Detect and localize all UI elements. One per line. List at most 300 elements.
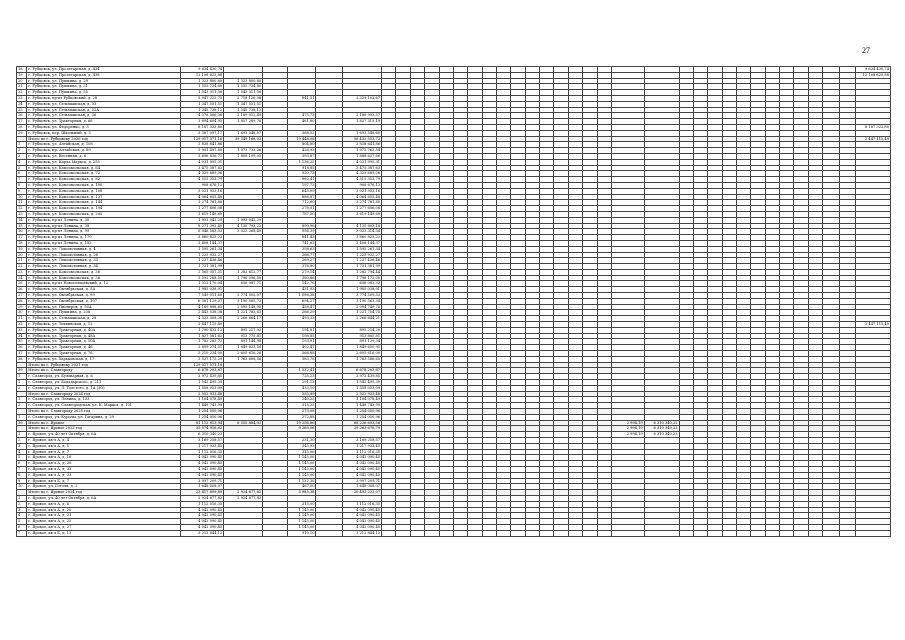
cell-c4: 3 475 387,63 <box>343 165 382 171</box>
cell-total: 4 042 090,45 <box>181 466 224 472</box>
cell-addr: г. Рубцовск, ул. Тракторная, д. 46 <box>27 345 181 351</box>
cell-empty <box>794 530 808 536</box>
cell-c5 <box>611 530 644 536</box>
cell-c1 <box>224 530 263 536</box>
cell-c4: 1 254 050,96 <box>343 409 382 415</box>
cell-c4: 908 676,12 <box>343 182 382 188</box>
cell-addr: г. Рубцовск, ул. Октябрьская, д. 99 <box>27 293 181 299</box>
cell-total: 3 951 497,80 <box>181 148 224 154</box>
cell-addr: г. Яровое, кв-л А, д. 6 <box>27 501 181 507</box>
cell-addr: г. Яровое, кв-л А, д. 16 <box>27 455 181 461</box>
cell-no: 8 <box>17 472 27 478</box>
cell-c4: 4 042 090,45 <box>343 455 382 461</box>
cell-c4: 3 190 563,34 <box>343 298 382 304</box>
cell-no: 1 <box>17 495 27 501</box>
cell-total: 1 345 738,12 <box>181 107 224 113</box>
cell-total: 23 417 899,89 <box>181 490 224 496</box>
cell-c4: 1 277 606,08 <box>343 206 382 212</box>
cell-c6: 6 310 340,22 <box>644 426 679 432</box>
cell-addr: г. Рубцовск, пр-кт Ленина, д. 182 <box>27 240 181 246</box>
cell-c3: 725,23 <box>287 374 316 380</box>
cell-total: 4 515 353,79 <box>181 177 224 183</box>
cell-c4: 1 975 765,54 <box>343 148 382 154</box>
cell-c4: 3 169 258,57 <box>343 438 382 444</box>
cell-c1: 1 857 289,76 <box>224 119 263 125</box>
cell-c3: 741,62 <box>287 240 316 246</box>
cell-no: 8 <box>17 182 27 188</box>
cell-c4: 4 042 090,45 <box>343 519 382 525</box>
cell-total: 1 312 170,04 <box>181 281 224 287</box>
cell-no: 20 <box>17 252 27 258</box>
cell-c3: 841,51 <box>287 95 316 101</box>
cell-c1: 1 347 551,51 <box>224 101 263 107</box>
cell-total: 6 678 203,87 <box>181 368 224 374</box>
cell-c4: 1 731 381,99 <box>343 264 382 270</box>
cell-c4: 2 094 749,70 <box>343 304 382 310</box>
cell-c3: 461,80 <box>287 119 316 125</box>
cell-c3: 1 096,38 <box>287 293 316 299</box>
cell-total: 2 552 933,48 <box>181 391 224 397</box>
cell-no: 10 <box>17 484 27 490</box>
cell-c4: 20 493 222,07 <box>343 490 382 496</box>
cell-c1: 1 808 199,05 <box>224 153 263 159</box>
cell-c1: 2 924 677,82 <box>224 490 263 496</box>
cell-c3: 393,87 <box>287 153 316 159</box>
cell-total: 35 574 916,82 <box>181 426 224 432</box>
cell-c4: 2 266 644,21 <box>343 316 382 322</box>
cell-total: 1 731 381,99 <box>181 264 224 270</box>
cell-c3: 9 269,06 <box>287 426 316 432</box>
cell-addr: г. Рубцовск, ул. Комсомольская, д. 194 <box>27 206 181 212</box>
cell-addr: г. Яровое, кв-л А, д. 32 <box>27 466 181 472</box>
cell-c1: 895 217,92 <box>224 327 263 333</box>
cell-addr: Итого по г. Яровое 2024 год <box>27 490 181 496</box>
cell-c4: 913 805,81 <box>343 333 382 339</box>
cell-c4: 2 552 933,48 <box>343 391 382 397</box>
cell-no: 9 <box>17 188 27 194</box>
cell-addr: г. Рубцовск, пр-кт Ленина, д. 99 <box>27 229 181 235</box>
cell-addr: Итого по г. Славгороду <box>27 368 181 374</box>
cell-c4: 656 082,33 <box>343 281 382 287</box>
cell-c3: 694,27 <box>287 298 316 304</box>
cell-no: 25 <box>17 281 27 287</box>
cell-addr: г. Рубцовск, ул. Комсомольская, д. 144 <box>27 200 181 206</box>
cell-no: 13 <box>17 211 27 217</box>
cell-c8: 8 187 322,80 <box>855 124 890 130</box>
cell-c1: 1 849 623,56 <box>224 345 263 351</box>
cell-addr: г. Рубцовск, ул. Федоренко, д. 3 <box>27 124 181 130</box>
cell-no: 14 <box>17 217 27 223</box>
cell-addr: г. Рубцовск, ул. Сельмашская, д. 52А <box>27 107 181 113</box>
cell-c4: 1 693 548,60 <box>343 130 382 136</box>
cell-no: 30 <box>17 310 27 316</box>
cell-c3: 376,80 <box>287 264 316 270</box>
cell-total: 1 254 050,96 <box>181 409 224 415</box>
cell-c4: 4 135 603,18 <box>343 223 382 229</box>
cell-addr: г. Рубцовск, ул. Комсомольская, д. 108 <box>27 188 181 194</box>
cell-c3: 240,25 <box>287 397 316 403</box>
cell-c4: 4 042 090,45 <box>343 507 382 513</box>
cell-addr: г. Рубцовск, ул. Тракторная, д. 50А <box>27 339 181 345</box>
cell-total: 4 378 006,06 <box>181 113 224 119</box>
cell-addr: г. Рубцовск, ул. Пионеров, д. 50А <box>27 304 181 310</box>
cell-no: 26 <box>17 113 27 119</box>
cell-c4: 3 860 825,23 <box>343 235 382 241</box>
cell-no: 39 <box>17 420 27 426</box>
cell-c1: 656 087,71 <box>224 281 263 287</box>
cell-total: 4 042 090,45 <box>181 519 224 525</box>
cell-c5: 2 994,19 <box>611 420 644 426</box>
cell-c4: 2 972 439,85 <box>343 374 382 380</box>
cell-total: 1 648 008,07 <box>181 484 224 490</box>
cell-no: 7 <box>17 177 27 183</box>
cell-no: 38 <box>17 356 27 362</box>
cell-empty <box>780 530 794 536</box>
cell-total: 4 042 090,45 <box>181 507 224 513</box>
cell-c1: 39 349 168,03 <box>224 136 263 142</box>
cell-c5: 2 994,19 <box>611 426 644 432</box>
cell-addr: г. Рубцовск, ул. Пушкина, д. 236 <box>27 310 181 316</box>
cell-empty <box>410 530 424 536</box>
cell-addr: г. Рубцовск, ул. Карла Маркса, д. 255 <box>27 159 181 165</box>
cell-total: 1 225 932,27 <box>181 252 224 258</box>
cell-c3: 899,96 <box>287 223 316 229</box>
cell-c8: 2 447 115,40 <box>855 322 890 328</box>
cell-total: 1 827 581,62 <box>181 333 224 339</box>
cell-no: 6 <box>17 524 27 530</box>
cell-c4: 891 129,34 <box>343 339 382 345</box>
cell-c4: 1 104 078,49 <box>343 397 382 403</box>
cell-addr: г. Рубцовск, ул. Харьковская, д. 17 <box>27 356 181 362</box>
cell-no: 24 <box>17 275 27 281</box>
cell-addr: Итого по г. Рубцовску 2021 год <box>27 362 181 368</box>
cell-c1: 1 555 724,80 <box>224 84 263 90</box>
cell-no: 2 <box>17 385 27 391</box>
cell-c4: 3 212 844,12 <box>343 530 382 536</box>
cell-c4: 1 448 743,99 <box>343 403 382 409</box>
cell-no: 12 <box>17 206 27 212</box>
cell-empty <box>263 530 288 536</box>
cell-no: 27 <box>17 119 27 125</box>
cell-c1: 1 693 548,57 <box>224 130 263 136</box>
cell-empty <box>751 530 765 536</box>
cell-total: 129 017 571,16 <box>181 136 224 142</box>
cell-c4: 2 188 993,57 <box>343 113 382 119</box>
cell-total: 2 924 677,82 <box>181 495 224 501</box>
cell-empty <box>554 530 568 536</box>
cell-empty <box>525 530 539 536</box>
cell-c3: 1 145,00 <box>287 455 316 461</box>
cell-c4: 4 064 655,48 <box>343 194 382 200</box>
cell-no: 28 <box>17 298 27 304</box>
cell-c5: 2 994,19 <box>611 432 644 438</box>
cell-total: 1 448 743,99 <box>181 403 224 409</box>
cell-c4: 3 021 953,16 <box>343 188 382 194</box>
cell-c3: 1 145,00 <box>287 461 316 467</box>
cell-total: 1 790 432,12 <box>181 327 224 333</box>
cell-total: 129 017 571,16 <box>181 362 224 368</box>
cell-c3: 431,93 <box>287 287 316 293</box>
cell-addr: г. Рубцовск, ул. Тракторная, д. 66 <box>27 119 181 125</box>
cell-no: 37 <box>17 351 27 357</box>
cell-c3: 712,60 <box>287 200 316 206</box>
cell-no: 32 <box>17 322 27 328</box>
cell-no: 11 <box>17 200 27 206</box>
cell-addr: г. Рубцовск, ул. Октябрьская, д. 107 <box>27 298 181 304</box>
cell-total: 4 533 308,38 <box>181 316 224 322</box>
cell-total: 4 042 090,45 <box>181 472 224 478</box>
cell-no: 22 <box>17 90 27 96</box>
cell-addr: г. Рубцовск, пр. Алтайская, д. 89 <box>27 148 181 154</box>
cell-addr: г. Яровое, ул. Гоголя, д. 2 <box>27 484 181 490</box>
cell-addr: г. Рубцовск, пр-кт Рубцовский, д. 28 <box>27 95 181 101</box>
cell-addr: Итого по г. Яровое <box>27 420 181 426</box>
cell-no: 4 <box>17 513 27 519</box>
cell-c4: 1 796 172,00 <box>343 275 382 281</box>
register-sheet <box>16 66 891 537</box>
cell-c4: 1 542 495,39 <box>343 380 382 386</box>
cell-total: 1 558 053,09 <box>181 385 224 391</box>
cell-no: 5 <box>17 455 27 461</box>
cell-empty <box>708 530 722 536</box>
cell-c3: 1 145,00 <box>287 519 316 525</box>
cell-addr: Итого по г. Славгороду 2025 год <box>27 409 181 415</box>
cell-c4: 4 515 353,79 <box>343 177 382 183</box>
cell-no: 19 <box>17 246 27 252</box>
cell-total: 1 217 933,45 <box>181 443 224 449</box>
cell-no: 4 <box>17 159 27 165</box>
cell-total: 12 108 625,88 <box>181 72 224 78</box>
cell-addr: г. Рубцовск, ул. Комсомольская, д. 64 <box>27 165 181 171</box>
cell-c1: 1 763 608,56 <box>224 356 263 362</box>
cell-c3: 266,29 <box>287 310 316 316</box>
cell-addr: г. Рубцовск, ул. Комсомольская, д. 82 <box>27 177 181 183</box>
cell-c3: 273,08 <box>287 409 316 415</box>
cell-addr: г. Яровое, кв-л Б, д. 7 <box>27 478 181 484</box>
cell-c3: 841,43 <box>287 235 316 241</box>
cell-c3: 956,39 <box>287 229 316 235</box>
cell-c3: 787,50 <box>287 211 316 217</box>
cell-no: 24 <box>17 101 27 107</box>
cell-no: 29 <box>17 130 27 136</box>
cell-empty <box>496 530 510 536</box>
cell-no: 7 <box>17 530 27 536</box>
cell-total: 1 985 038,91 <box>181 287 224 293</box>
cell-c3: 467,00 <box>287 484 316 490</box>
cell-c3: 383,78 <box>287 356 316 362</box>
cell-c1: 2 189 012,49 <box>224 113 263 119</box>
cell-empty <box>693 530 707 536</box>
cell-addr: г. Рубцовск, ул. Пушкина, д. 55 <box>27 90 181 96</box>
cell-c3: 194,81 <box>287 327 316 333</box>
cell-c3: 982,41 <box>287 177 316 183</box>
cell-no: 2 <box>17 501 27 507</box>
cell-c3: 358,63 <box>287 246 316 252</box>
cell-c1: 3 774 502,07 <box>224 293 263 299</box>
cell-no: 39 <box>17 368 27 374</box>
cell-total: 4 189 898,65 <box>181 304 224 310</box>
cell-addr: Итого по г. Рубцовску 2020 год <box>27 136 181 142</box>
cell-no: 2 <box>17 148 27 154</box>
cell-total: 3 169 258,57 <box>181 438 224 444</box>
cell-empty <box>568 530 582 536</box>
cell-empty <box>425 530 439 536</box>
cell-total: 5 047 222,75 <box>181 95 224 101</box>
cell-total: 1 347 551,51 <box>181 101 224 107</box>
cell-addr: Итого по г. Яровое 2023 год <box>27 426 181 432</box>
cell-no: 29 <box>17 304 27 310</box>
cell-empty <box>597 530 611 536</box>
cell-total: 1 543 311,58 <box>181 90 224 96</box>
cell-addr: г. Рубцовск, ул. Комсомольская, д. 36 <box>27 275 181 281</box>
cell-total: 3 475 387,63 <box>181 165 224 171</box>
cell-total: 3 212 844,12 <box>181 530 224 536</box>
cell-no: 3 <box>17 507 27 513</box>
cell-c4: 56 432 553,72 <box>343 136 382 142</box>
cell-c3: 493,33 <box>287 316 316 322</box>
cell-no: 18 <box>17 67 27 73</box>
cell-total: 4 042 090,45 <box>181 455 224 461</box>
cell-c3: 1 145,00 <box>287 466 316 472</box>
cell-total: 1 555 724,80 <box>181 84 224 90</box>
cell-no: 5 <box>17 165 27 171</box>
cell-addr: г. Рубцовск, пр-кт Ленина, д. 38 <box>27 223 181 229</box>
cell-c1: 2 095 148,95 <box>224 304 263 310</box>
cell-no: 5 <box>17 519 27 525</box>
cell-c4: 3 774 509,53 <box>343 293 382 299</box>
cell-total: 7 549 011,60 <box>181 293 224 299</box>
cell-addr: г. Рубцовск, ул. Комсомольская, д. 100 <box>27 182 181 188</box>
cell-c4: 29 263 676,79 <box>343 426 382 432</box>
cell-addr: г. Рубцовск, ул. Октябрьская, д. 5А <box>27 287 181 293</box>
cell-empty <box>765 530 779 536</box>
cell-addr: г. Рубцовск, пр-кт Ленина, д. 30 <box>27 217 181 223</box>
cell-c1: 1 975 732,26 <box>224 148 263 154</box>
cell-no: 1 <box>17 414 27 420</box>
cell-c6: 6 310 340,23 <box>644 432 679 438</box>
cell-total: 81 112 813,94 <box>181 420 224 426</box>
cell-no: 16 <box>17 229 27 235</box>
cell-c3: 315,00 <box>287 501 316 507</box>
cell-total: 6 381 129,07 <box>181 298 224 304</box>
cell-total: 4 042 090,45 <box>181 513 224 519</box>
cell-c3: 475,73 <box>287 113 316 119</box>
cell-no: 28 <box>17 124 27 130</box>
cell-addr: г. Рубцовск, ул. Пушкина, д. 31 <box>27 84 181 90</box>
cell-total: 908 676,12 <box>181 182 224 188</box>
register-table <box>16 66 891 537</box>
cell-empty <box>482 530 496 536</box>
cell-no: 21 <box>17 258 27 264</box>
cell-addr: г. Рубцовск, ул. Сельмашская, д. 53 <box>27 101 181 107</box>
cell-addr: г. Рубцовск, пр-кт Новосельцевский, д. 12 <box>27 281 181 287</box>
cell-no: 1 <box>17 397 27 403</box>
cell-addr: г. Славгород, ул. Куролы, ул. Гагарина, д. 29 <box>27 414 181 420</box>
cell-no: 1 <box>17 142 27 148</box>
cell-c1: 2 718 120,08 <box>224 95 263 101</box>
table-row <box>17 530 891 536</box>
cell-c4: 1 112 016,35 <box>343 501 382 507</box>
cell-empty <box>722 530 736 536</box>
cell-c4: 1 837 315,19 <box>343 119 382 125</box>
cell-total: 3 592 268,50 <box>181 275 224 281</box>
cell-addr: г. Славгород, ул. Л. Толстого, д. 1А (ЗО) <box>27 385 181 391</box>
cell-no: 31 <box>17 316 27 322</box>
cell-no: 34 <box>17 333 27 339</box>
cell-c1: 1 796 096,50 <box>224 275 263 281</box>
cell-c3: 1 532,41 <box>287 368 316 374</box>
cell-no: 23 <box>17 269 27 275</box>
cell-c1: 1 282 612,77 <box>224 269 263 275</box>
cell-c3: 402,47 <box>287 345 316 351</box>
cell-c3: 380,86 <box>287 275 316 281</box>
cell-c3: 1 136,25 <box>287 159 316 165</box>
cell-empty <box>736 530 750 536</box>
cell-total: 2 838 641,86 <box>181 142 224 148</box>
cell-no: 21 <box>17 84 27 90</box>
cell-empty <box>453 530 467 536</box>
cell-addr: г. Рубцовск, ул. Комсомольская, д. 205 <box>27 211 181 217</box>
cell-addr: г. Яровое, ул. 40 лет Октября, д. 6А <box>27 495 181 501</box>
cell-no: 18 <box>17 240 27 246</box>
cell-no: 15 <box>17 223 27 229</box>
cell-addr: г. Рубцовск, ул. Пролетарская, д. 434 <box>27 67 181 73</box>
cell-c3: 1 145,00 <box>287 513 316 519</box>
cell-total: 3 699 274,51 <box>181 345 224 351</box>
cell-no: 3 <box>17 153 27 159</box>
cell-c3: 918,85 <box>287 165 316 171</box>
cell-no: 27 <box>17 293 27 299</box>
cell-addr: г. Славгород, ул. Ленина, д. 133 <box>27 397 181 403</box>
cell-c4: 1 254 050,96 <box>343 414 382 420</box>
cell-total: 3 696 836,71 <box>181 153 224 159</box>
cell-addr: Итого по г. Славгороду 2024 год <box>27 391 181 397</box>
cell-total: 2 443 538,38 <box>181 310 224 316</box>
cell-c4: 4 042 090,45 <box>343 513 382 519</box>
cell-total: 8 271 392,40 <box>181 223 224 229</box>
cell-c4: 3 619 149,69 <box>343 211 382 217</box>
cell-total: 1 112 016,35 <box>181 501 224 507</box>
cell-c4: 4 042 090,45 <box>343 524 382 530</box>
cell-c4: 1 221 754,75 <box>343 310 382 316</box>
cell-c3: 266,77 <box>287 252 316 258</box>
cell-no: 2 <box>17 438 27 444</box>
cell-total: 1 323 800,80 <box>181 78 224 84</box>
cell-addr: г. Рубцовск, ул. Комсомольская, д. 137 <box>27 194 181 200</box>
cell-c4: 2 838 641,86 <box>343 142 382 148</box>
cell-c3: 920,73 <box>287 171 316 177</box>
cell-no: 7 <box>17 466 27 472</box>
cell-addr: г. Рубцовск, ул. Комсомольская, д. 72 <box>27 171 181 177</box>
cell-c4: 1 595 261,34 <box>343 246 382 252</box>
cell-total: 9 634 430,74 <box>181 67 224 73</box>
cell-total: 1 542 495,39 <box>181 380 224 386</box>
cell-addr: г. Рубцовск, ул. Пушкина, д. 29 <box>27 78 181 84</box>
cell-empty <box>468 530 482 536</box>
cell-empty <box>808 530 822 536</box>
cell-c4: 1 558 053,09 <box>343 385 382 391</box>
cell-c3: 291,13 <box>287 380 316 386</box>
cell-c1: 3 190 565,73 <box>224 298 263 304</box>
cell-total: 3 619 149,69 <box>181 211 224 217</box>
cell-empty <box>396 530 410 536</box>
cell-c4: 3 997 209,71 <box>343 478 382 484</box>
cell-no: 10 <box>17 194 27 200</box>
cell-c4: 1 225 932,27 <box>343 252 382 258</box>
cell-no: 25 <box>17 107 27 113</box>
cell-no: 33 <box>17 327 27 333</box>
cell-c4: 6 678 203,87 <box>343 368 382 374</box>
